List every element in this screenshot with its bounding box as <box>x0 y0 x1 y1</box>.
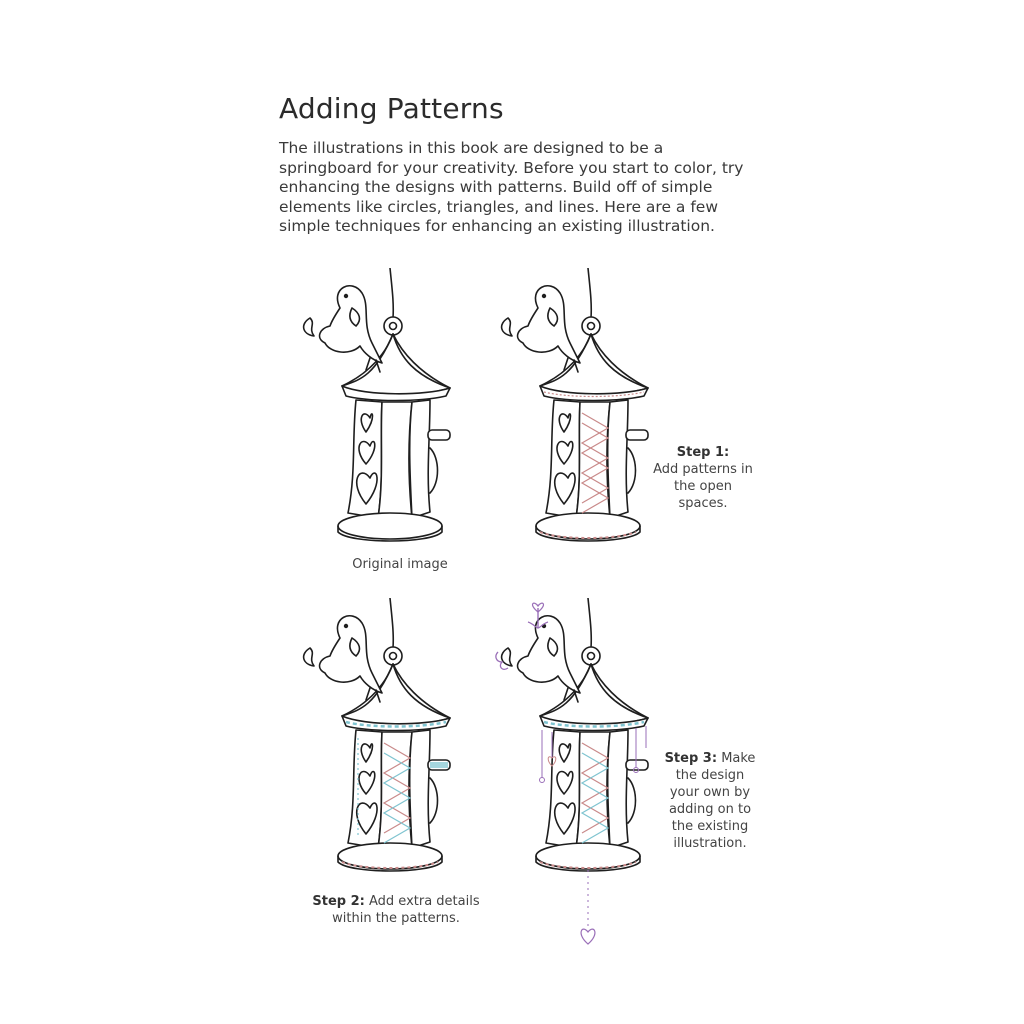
step2-text: Add extra details within the patterns. <box>332 894 480 926</box>
step3-text: Make the design your own by adding on to the existing illustration. <box>668 751 756 851</box>
caption-original: Original image <box>352 557 448 572</box>
birdhouse-original-illustration <box>290 268 480 553</box>
step1-text: Add patterns in the open spaces. <box>653 462 753 511</box>
step3-label: Step 3: <box>664 751 718 766</box>
caption-step2 <box>296 893 496 927</box>
birdhouse-step3-illustration <box>488 598 678 958</box>
caption-step1 <box>648 444 758 512</box>
page-title: Adding Patterns <box>279 92 504 125</box>
birdhouse-step2-illustration <box>290 598 480 883</box>
intro-paragraph: The illustrations in this book are designed to be a springboard for your creativity. Before you start to color, try enhancing the designs with patterns. Build off of simple elements like circles, triangles, and lines. Here are a few simple techniques for enhancing an existing illustration. <box>279 139 744 235</box>
caption-step3 <box>660 750 760 852</box>
step2-label: Step 2: <box>312 894 365 909</box>
step1-label: Step 1: <box>676 445 730 460</box>
